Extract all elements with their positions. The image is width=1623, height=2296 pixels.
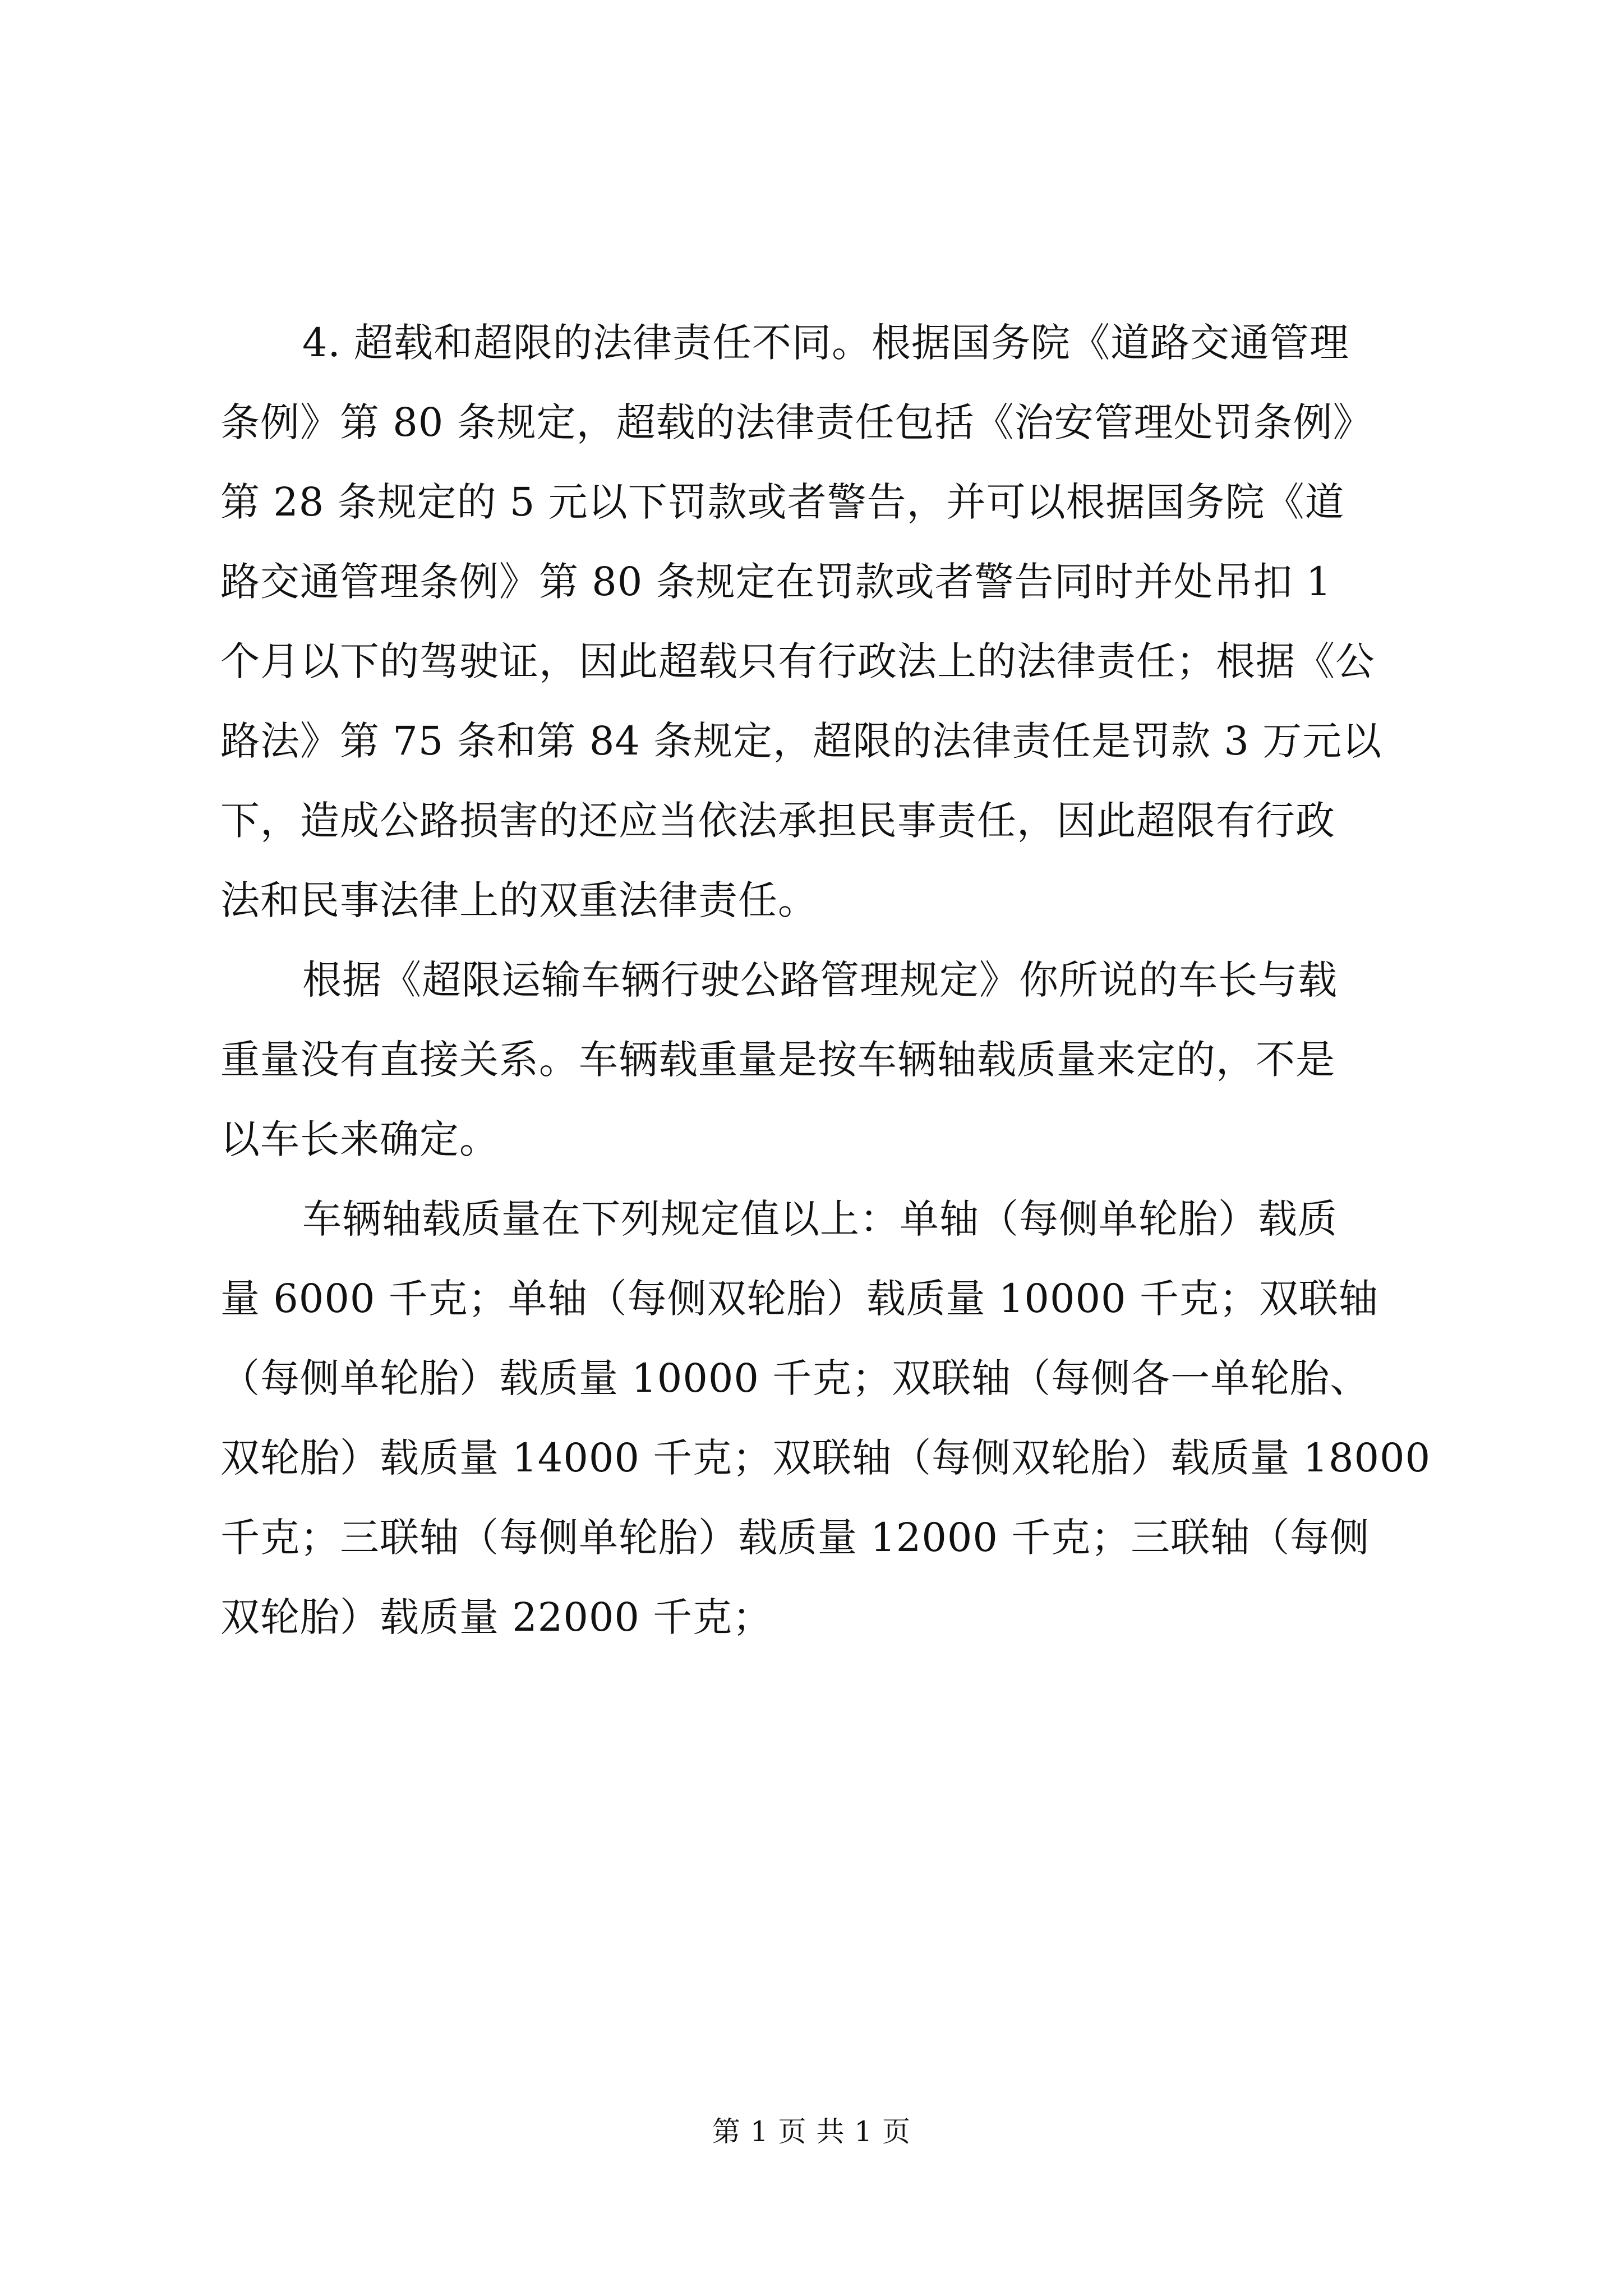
text-line: 双轮胎）载质量 14000 千克；双联轴（每侧双轮胎）载质量 18000	[220, 1435, 1431, 1481]
paragraph-vehicle-length	[220, 940, 1415, 1179]
text-line: 法和民事法律上的双重法律责任。	[220, 877, 818, 923]
text-line: 下，造成公路损害的还应当依法承担民事责任，因此超限有行政	[220, 798, 1335, 844]
text-line: 量 6000 千克；单轴（每侧双轮胎）载质量 10000 千克；双联轴	[220, 1276, 1378, 1322]
text-line: 车辆轴载质量在下列规定值以上：单轴（每侧单轮胎）载质	[302, 1196, 1338, 1242]
text-line: 个月以下的驾驶证，因此超载只有行政法上的法律责任；根据《公	[220, 638, 1375, 684]
paragraph-legal-liability	[220, 303, 1415, 940]
text-line: 以车长来确定。	[220, 1116, 499, 1162]
page-number-label: 第 1 页 共 1 页	[712, 2115, 911, 2148]
text-line: 条例》第 80 条规定，超载的法律责任包括《治安管理处罚条例》	[220, 399, 1373, 445]
paragraph-axle-load	[220, 1179, 1431, 1657]
text-line: 千克；三联轴（每侧单轮胎）载质量 12000 千克；三联轴（每侧	[220, 1515, 1370, 1561]
text-line: 4. 超载和超限的法律责任不同。根据国务院《道路交通管理	[302, 320, 1350, 366]
text-line: 第 28 条规定的 5 元以下罚款或者警告，并可以根据国务院《道	[220, 479, 1345, 525]
text-line: 双轮胎）载质量 22000 千克；	[220, 1594, 773, 1640]
text-line: （每侧单轮胎）载质量 10000 千克；双联轴（每侧各一单轮胎、	[220, 1355, 1370, 1401]
text-line: 根据《超限运输车辆行驶公路管理规定》你所说的车长与载	[302, 957, 1338, 1003]
document-body	[220, 303, 1431, 1657]
page-footer	[0, 2115, 1623, 2148]
text-line: 重量没有直接关系。车辆载重量是按车辆轴载质量来定的，不是	[220, 1037, 1335, 1083]
text-line: 路交通管理条例》第 80 条规定在罚款或者警告同时并处吊扣 1	[220, 559, 1332, 605]
text-line: 路法》第 75 条和第 84 条规定，超限的法律责任是罚款 3 万元以	[220, 718, 1382, 764]
